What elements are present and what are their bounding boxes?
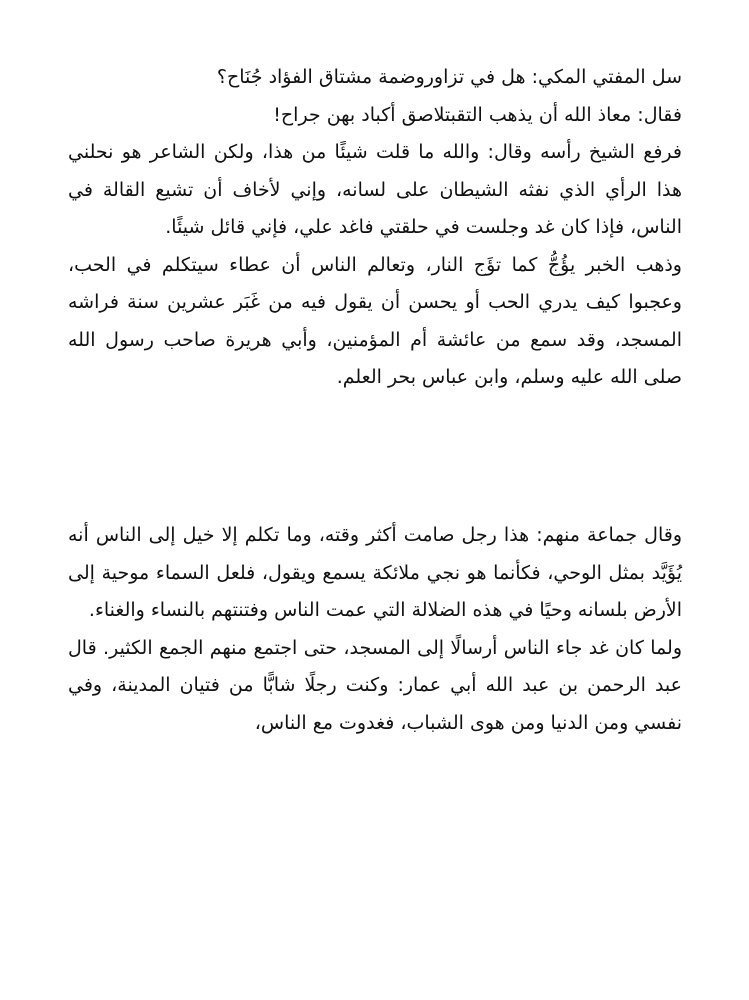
paragraph-sheikh-reply: فرفع الشيخ رأسه وقال: والله ما قلت شيئًا من هذا، ولكن الشاعر هو نحلني هذا الرأي الذي نفثه الشيطان على لسانه، وإني لأخاف أن تشيع القالة في الناس، فإذا كان غد وجلست في حلقتي فاغد علي، فإني قائل شيئًا. [68, 141, 682, 238]
text-block-upper [68, 59, 682, 397]
paragraph-next-day: ولما كان غد جاء الناس أرسالًا إلى المسجد، حتى اجتمع منهم الجمع الكثير. قال عبد الرحمن بن عبد الله أبي عمار: وكنت رجلًا شابًّا من فتيان المدينة، وفي نفسي ومن الدنيا ومن هوى الشباب، فغدوت مع الناس، [68, 636, 682, 734]
paragraph-question: سل المفتي المكي: هل في تزاوروضمة مشتاق الفؤاد جُنَاح؟ [216, 66, 682, 88]
paragraph-answer: فقال: معاذ الله أن يذهب التقبتلاصق أكباد بهن جراح! [273, 103, 682, 126]
paragraph-group-said: وقال جماعة منهم: هذا رجل صامت أكثر وقته، وما تكلم إلا خيل إلى الناس أنه يُؤَيَّد بمثل الوحي، فكأنما هو نجي ملائكة يسمع ويقول، فلعل السماء موحية إلى الأرض بلسانه وحيًا في هذه الضلالة التي عمت الناس وفتنتهم بالنساء والغناء. [68, 524, 682, 621]
text-block-lower [68, 517, 682, 742]
paragraph-news-spread: وذهب الخبر يؤُجُّ كما تؤَج النار، وتعالم الناس أن عطاء سيتكلم في الحب، وعجبوا كيف يدري الحب أو يحسن أن يقول فيه من غَبَر عشرين سنة فراشه المسجد، وقد سمع من عائشة أم المؤمنين، وأبي هريرة صاحب رسول الله صلى الله عليه وسلم، وابن عباس بحر العلم. [68, 253, 682, 388]
